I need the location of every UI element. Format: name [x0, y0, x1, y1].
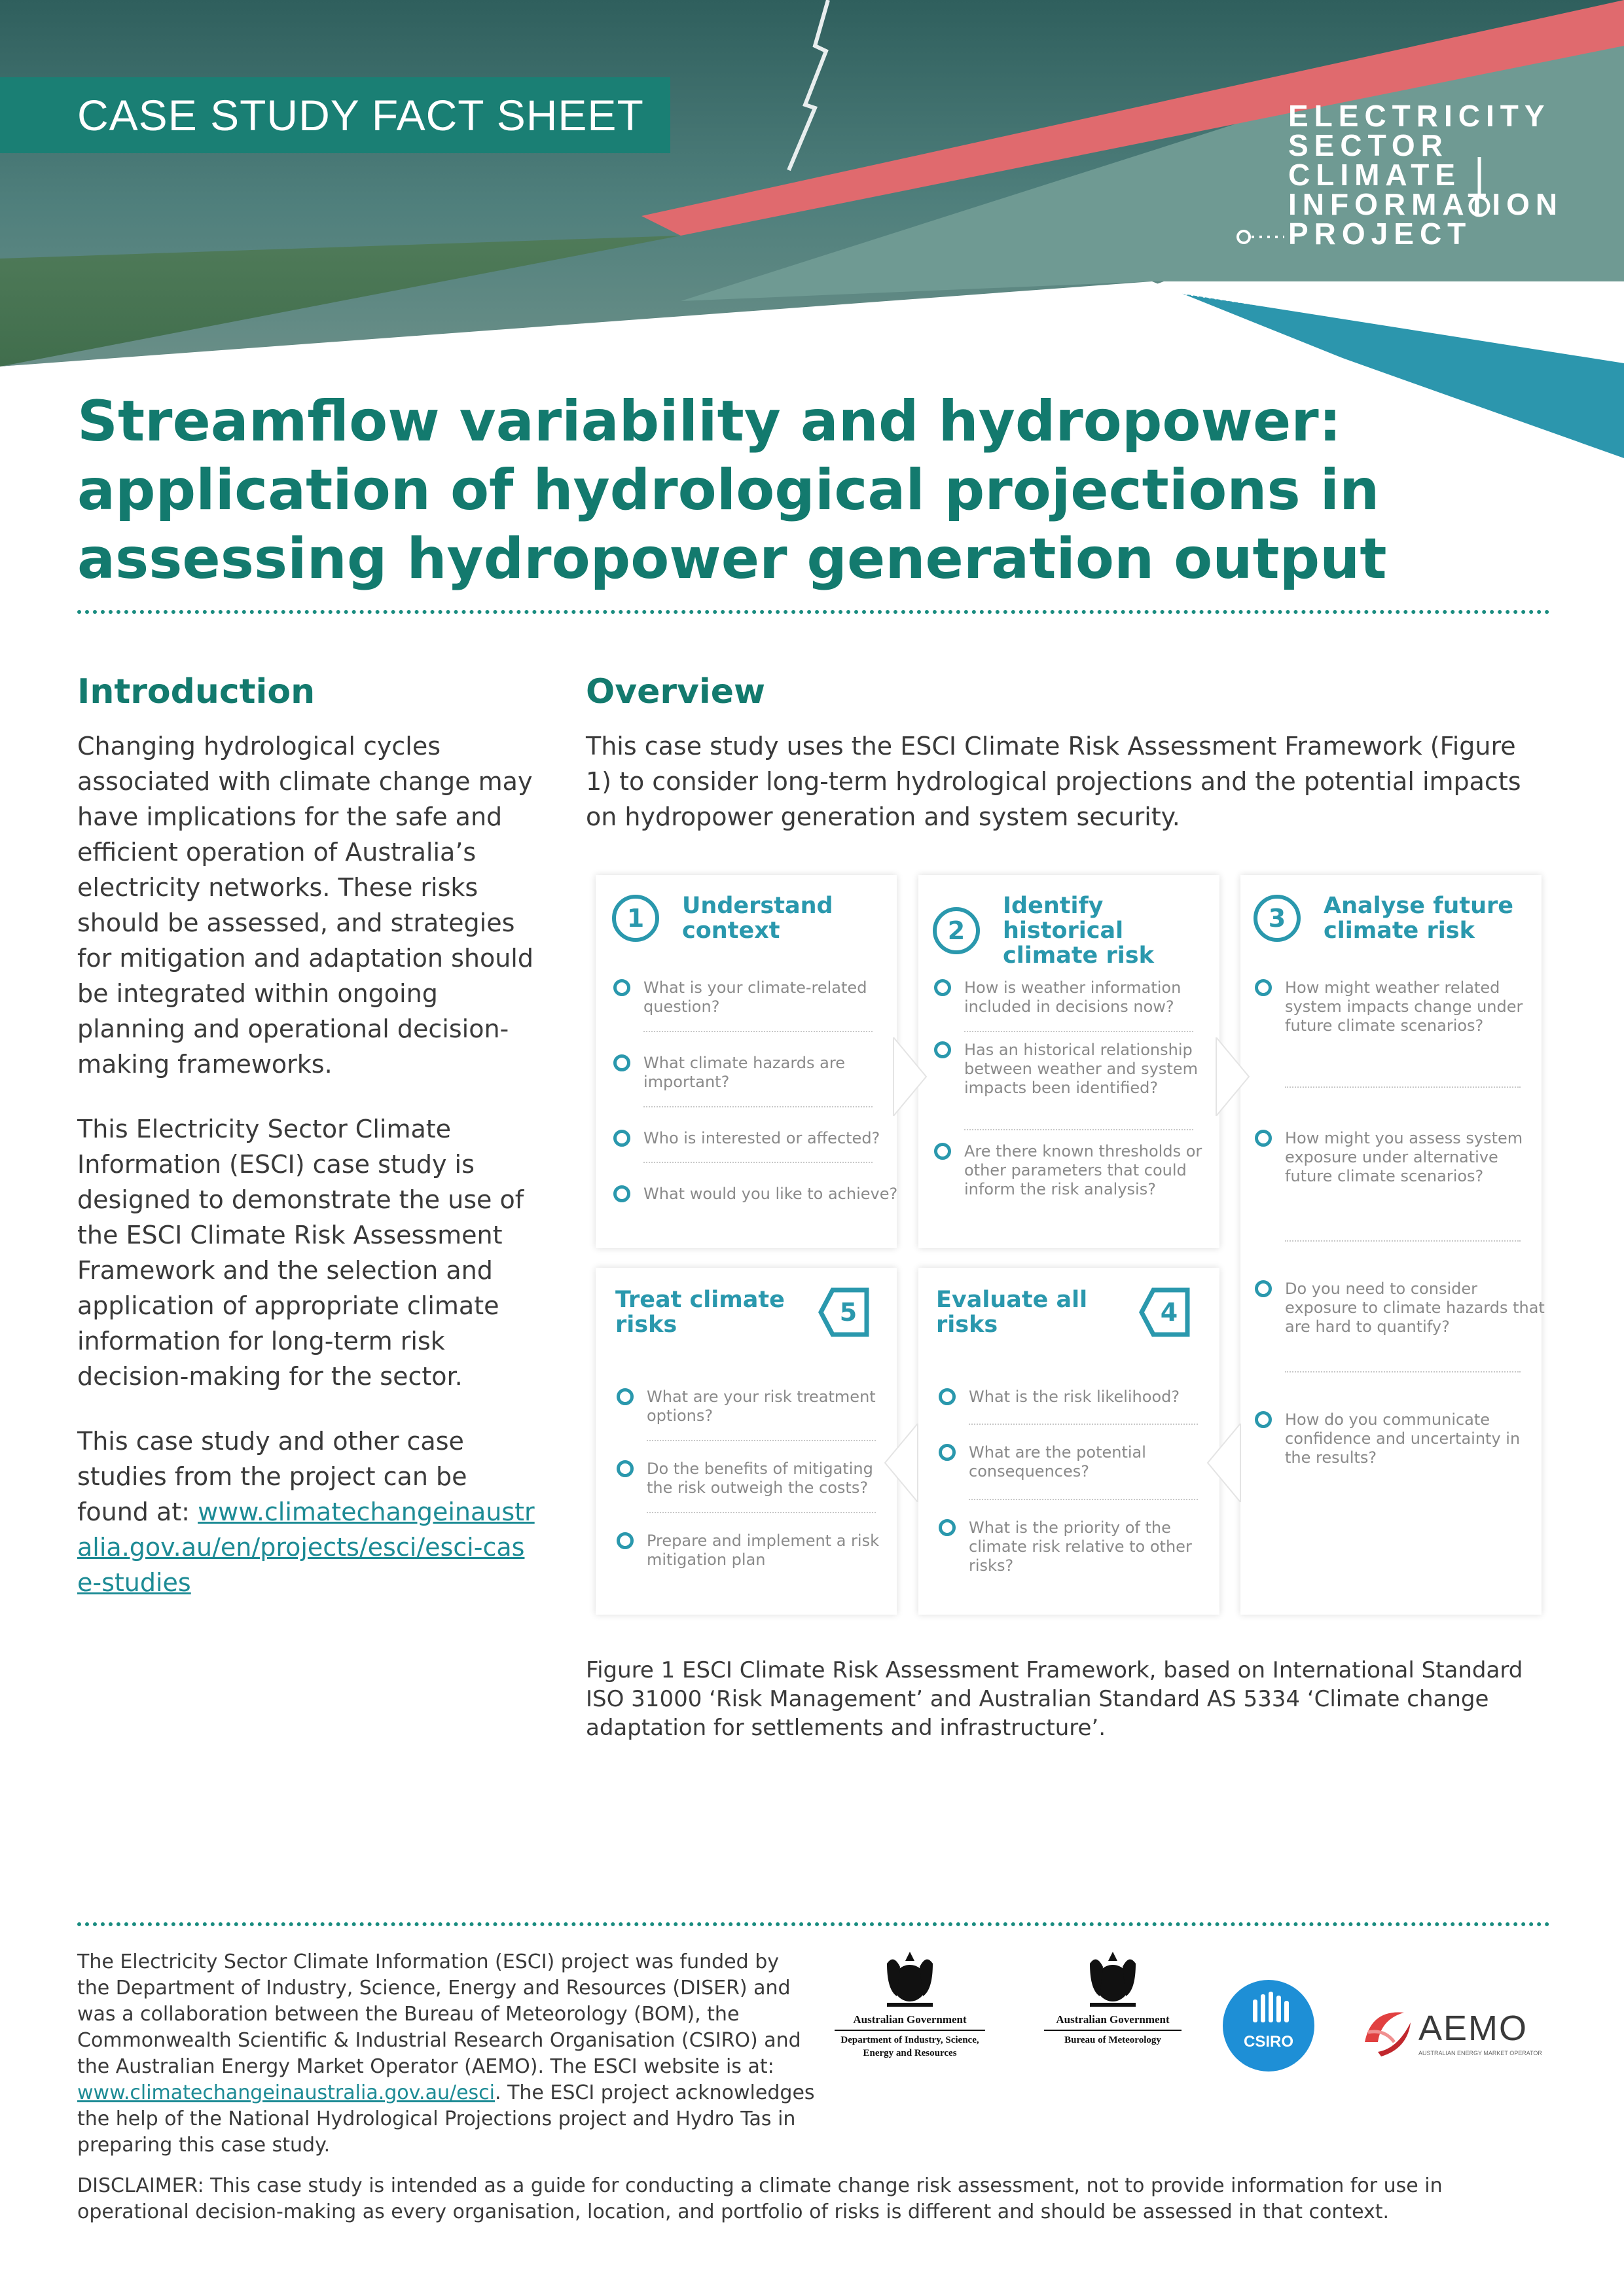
bullet-icon	[934, 979, 951, 996]
step-1-question-3: Who is interested or affected?	[612, 1129, 899, 1148]
bullet-icon	[617, 1388, 634, 1405]
title-line-2: application of hydrological projections in	[77, 457, 1380, 523]
overview-heading: Overview	[586, 672, 766, 711]
bullet-icon	[1255, 1411, 1272, 1428]
step-4-number: 4	[1139, 1286, 1191, 1338]
title-line-1: Streamflow variability and hydropower:	[77, 389, 1342, 454]
divider	[1285, 1086, 1521, 1088]
logo-line-3: CLIMATE	[1288, 158, 1462, 192]
divider	[969, 1424, 1198, 1425]
coat-of-arms-icon	[874, 1950, 946, 2009]
step-2-number: 2	[933, 907, 980, 954]
case-study-banner-label: CASE STUDY FACT SHEET	[0, 77, 670, 153]
step-3-header	[1254, 893, 1535, 943]
bullet-icon	[613, 1130, 630, 1147]
step-1-title: Understand context	[682, 893, 833, 944]
bom-logo-title: Australian Government	[1056, 2013, 1170, 2026]
csiro-bars-icon	[1223, 1980, 1314, 2032]
bom-logo	[1044, 1950, 1182, 2047]
step-4-header	[936, 1286, 1211, 1338]
divider	[1285, 1240, 1521, 1242]
aemo-swirl-icon	[1358, 2003, 1417, 2062]
step-3-title: Analyse future climate risk	[1324, 893, 1513, 944]
bullet-icon	[934, 1143, 951, 1160]
diser-logo	[835, 1950, 985, 2060]
bullet-icon	[1255, 1130, 1272, 1147]
step-2-question-2: Has an historical relationship between weather and system impacts been identified?	[933, 1041, 1219, 1098]
esci-website-link[interactable]: www.climatechangeinaustralia.gov.au/esci	[77, 2081, 496, 2104]
divider	[1285, 1371, 1521, 1372]
bullet-icon	[613, 1054, 630, 1071]
step-2-header	[933, 893, 1214, 968]
bullet-icon	[613, 979, 630, 996]
footer-acknowledgement	[77, 1949, 817, 2159]
footer-text-1: The Electricity Sector Climate Information (ESCI) project was funded by the Department of Industry, Science, Energy and Resources (DISER) and was a collaboration between the Bureau of Meteorology (BOM), the Commonwealth Scientific & Industrial Research Organisation (CSIRO) and the Australian Energy Market Operator (AEMO). The ESCI website is at:	[77, 1950, 801, 2078]
step-2-title: Identify historical climate risk	[1003, 893, 1154, 969]
divider	[964, 1031, 1193, 1032]
divider	[643, 1162, 873, 1163]
divider	[643, 1031, 873, 1032]
step-4-title: Evaluate all risks	[936, 1287, 1088, 1338]
step-5-title: Treat climate risks	[615, 1287, 785, 1338]
step-5-header	[615, 1286, 890, 1338]
aemo-logo-subtext: AUSTRALIAN ENERGY MARKET OPERATOR	[1418, 2050, 1542, 2056]
diser-logo-title: Australian Government	[853, 2013, 967, 2026]
step-1-number: 1	[612, 895, 659, 942]
intro-paragraph-2: This Electricity Sector Climate Information (ESCI) case study is designed to demonstrate the use of the ESCI Climate Risk Assessment Framework and the selection and application of appropriate climate information for long-term risk decision-making for the sector.	[77, 1115, 524, 1391]
step-2-question-3: Are there known thresholds or other parameters that could inform the risk analysis?	[933, 1142, 1219, 1199]
divider	[647, 1440, 876, 1441]
divider	[969, 1499, 1198, 1500]
step-5-question-1: What are your risk treatment options?	[615, 1388, 902, 1426]
aemo-logo-text: AEMO	[1418, 2009, 1528, 2048]
step-3-question-3: Do you need to consider exposure to climate hazards that are hard to quantify?	[1254, 1280, 1547, 1336]
step-5-number: 5	[818, 1286, 871, 1338]
step-4-question-1: What is the risk likelihood?	[937, 1388, 1224, 1407]
overview-body: This case study uses the ESCI Climate Risk Assessment Framework (Figure 1) to consider long-term hydrological projections and the potential impacts on hydropower generation and system security.	[586, 732, 1521, 831]
footer-divider	[77, 1922, 1550, 1926]
divider	[643, 1106, 873, 1107]
bullet-icon	[939, 1519, 956, 1536]
risk-framework-diagram	[586, 867, 1548, 1620]
bullet-icon	[617, 1460, 634, 1477]
step-5-question-3: Prepare and implement a risk mitigation plan	[615, 1532, 902, 1570]
logo-line-1: ELECTRICITY	[1288, 99, 1551, 133]
step-1-question-4: What would you like to achieve?	[612, 1185, 899, 1204]
intro-paragraph-3-text: This case study and other case studies from the project can be found at:	[77, 1427, 467, 1526]
step-3-question-2: How might you assess system exposure under alternative future climate scenarios?	[1254, 1129, 1547, 1186]
step-5-question-2: Do the benefits of mitigating the risk outweigh the costs?	[615, 1460, 902, 1498]
disclaimer: DISCLAIMER: This case study is intended as a guide for conducting a climate change risk assessment, not to provide information for use in operational decision-making as every organisation, location, and portfolio of risks is different and should be assessed in that context.	[77, 2174, 1443, 2223]
step-3-number: 3	[1254, 895, 1301, 942]
coat-of-arms-icon	[1077, 1950, 1149, 2009]
logo-line-5: PROJECT	[1288, 217, 1472, 251]
intro-paragraph-1: Changing hydrological cycles associated with climate change may have implications for the safe and efficient operation of Australia’s electricity networks. These risks should be assessed, and strategies for mitigation and adaptation should be integrated within ongoing planning and operational decision-making frameworks.	[77, 732, 533, 1079]
step-4-question-2: What are the potential consequences?	[937, 1443, 1224, 1481]
bullet-icon	[939, 1388, 956, 1405]
esci-project-logo	[1288, 101, 1563, 249]
title-line-3: assessing hydropower generation output	[77, 526, 1387, 592]
bullet-icon	[613, 1185, 630, 1202]
footer-text-2: . The ESCI project acknowledges the help of the National Hydrological Projections project and Hydro Tas in preparing this case study.	[77, 2081, 815, 2157]
case-studies-link[interactable]: www.climatechangeinaustralia.gov.au/en/projects/esci/esci-case-studies	[77, 1498, 535, 1597]
divider	[964, 1129, 1193, 1130]
intro-body	[77, 728, 535, 1630]
figure-caption: Figure 1 ESCI Climate Risk Assessment Framework, based on International Standard ISO 31000 ‘Risk Management’ and Australian Standard AS 5334 ‘Climate change adaptation for settlements and infrastructure’.	[586, 1657, 1523, 1741]
intro-paragraph-3	[77, 1424, 535, 1600]
page-title	[77, 387, 1543, 594]
aemo-logo	[1358, 2003, 1555, 2068]
bullet-icon	[617, 1532, 634, 1549]
step-1-header	[612, 893, 887, 943]
step-1-question-1: What is your climate-related question?	[612, 978, 899, 1016]
intro-heading: Introduction	[77, 672, 316, 711]
bullet-icon	[1255, 1280, 1272, 1297]
diser-logo-dept: Department of Industry, Science, Energy and Resources	[840, 2035, 979, 2058]
step-3-question-1: How might weather related system impacts change under future climate scenarios?	[1254, 978, 1547, 1035]
bullet-icon	[934, 1041, 951, 1058]
step-1-question-2: What climate hazards are important?	[612, 1054, 899, 1092]
logo-line-4: INFORMATION	[1288, 187, 1564, 221]
bullet-icon	[939, 1444, 956, 1461]
step-4-question-3: What is the priority of the climate risk relative to other risks?	[937, 1518, 1224, 1575]
csiro-logo	[1223, 1980, 1314, 2072]
bom-logo-dept: Bureau of Meteorology	[1064, 2035, 1161, 2045]
logo-line-2: SECTOR	[1288, 128, 1449, 162]
divider	[647, 1512, 876, 1513]
bullet-icon	[1255, 979, 1272, 996]
step-3-question-4: How do you communicate confidence and uncertainty in the results?	[1254, 1410, 1547, 1467]
csiro-logo-text: CSIRO	[1243, 2033, 1293, 2051]
step-2-question-1: How is weather information included in decisions now?	[933, 978, 1219, 1016]
title-divider	[77, 610, 1550, 614]
